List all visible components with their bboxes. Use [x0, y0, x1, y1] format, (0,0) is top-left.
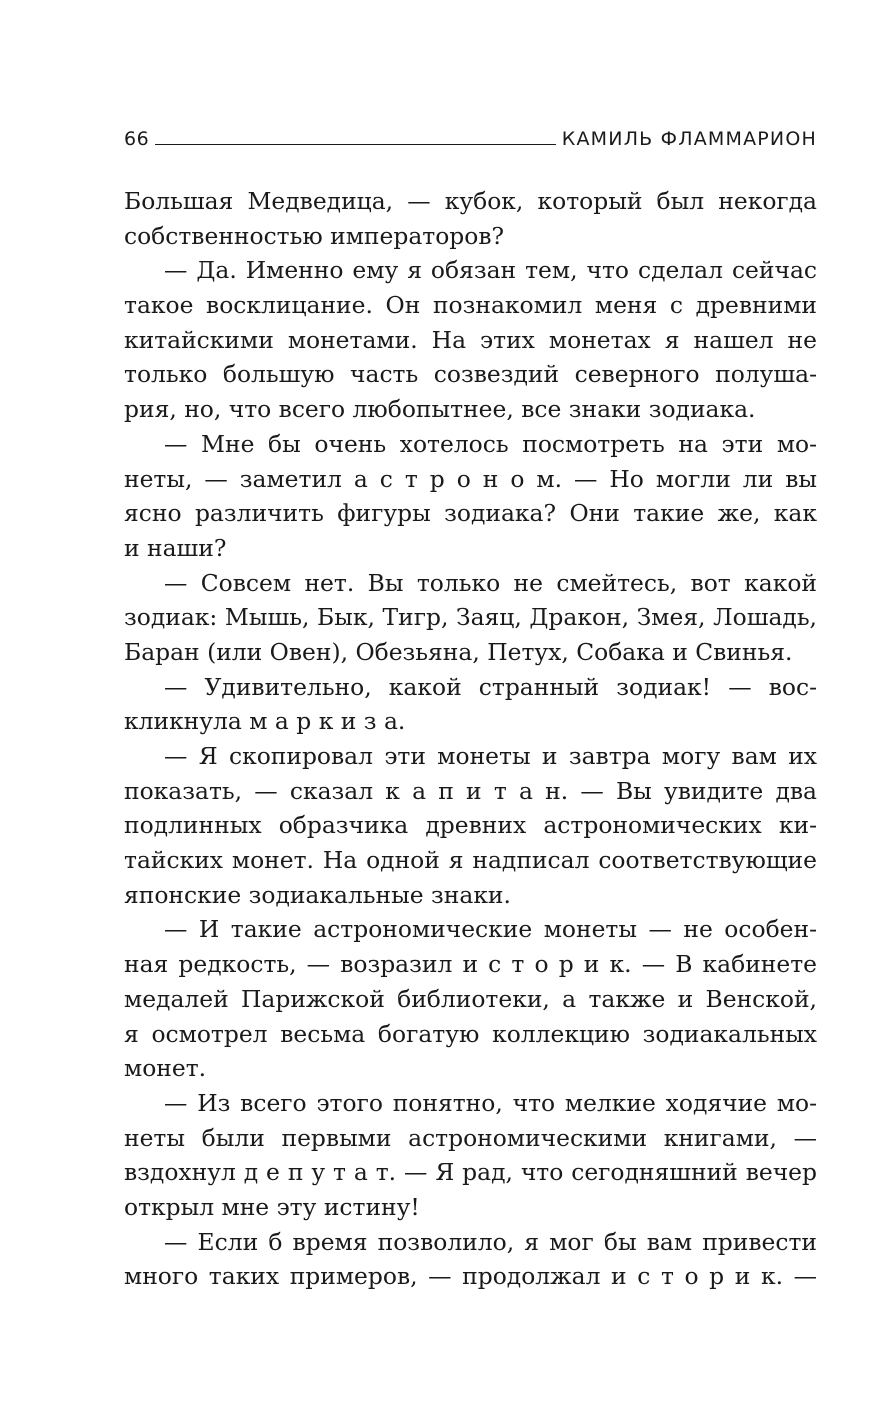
text-line: — Мне бы очень хотелось посмотреть на эти мо-: [164, 429, 817, 458]
text-line: зодиак: Мышь, Бык, Тигр, Заяц, Дракон, Змея, Лошадь,: [124, 603, 817, 632]
header-rule: [155, 144, 556, 145]
text-line: показать, — сказал к а п и т а н. — Вы увидите два: [124, 776, 817, 805]
text-line: только большую часть созвездий северного полуша-: [124, 360, 817, 389]
text-line: Большая Медведица, — кубок, который был некогда: [124, 187, 817, 215]
text-line: открыл мне эту истину!: [124, 1192, 420, 1221]
text-line: — Если б время позволило, я мог бы вам привести: [164, 1227, 817, 1256]
text-line: кликнула м а р к и з а.: [124, 707, 406, 736]
book-page: [124, 120, 817, 1294]
running-head-author: КАМИЛЬ ФЛАММАРИОН: [561, 128, 817, 150]
text-line: подлинных образчика древних астрономических ки-: [124, 811, 817, 840]
text-line: неты, — заметил а с т р о н о м. — Но могли ли вы: [124, 464, 817, 493]
text-line: такое восклицание. Он познакомил меня с древними: [124, 291, 817, 320]
text-line: Баран (или Овен), Обезьяна, Петух, Собака и Свинья.: [124, 637, 793, 666]
text-line: — Я скопировал эти монеты и завтра могу вам их: [164, 742, 817, 770]
text-line: рия, но, что всего любопытнее, все знаки зодиака.: [124, 395, 756, 424]
text-line: неты были первыми астрономическими книгами, —: [124, 1123, 817, 1152]
text-line: — Совсем нет. Вы только не смейтесь, вот какой: [164, 568, 817, 597]
text-line: тайских монет. На одной я надписал соответствующие: [124, 846, 817, 875]
text-line: китайскими монетами. На этих монетах я нашел не: [124, 325, 817, 354]
text-line: вздохнул д е п у т а т. — Я рад, что сегодняшний вечер: [124, 1158, 817, 1187]
text-line: ная редкость, — возразил и с т о р и к. — В кабинете: [124, 950, 817, 979]
text-line: — Да. Именно ему я обязан тем, что сделал сейчас: [164, 256, 817, 285]
text-line: много таких примеров, — продолжал и с т о р и к. —: [124, 1262, 817, 1291]
text-line: японские зодиакальные знаки.: [124, 880, 511, 909]
text-line: и наши?: [124, 533, 227, 562]
text-line: медалей Парижской библиотеки, а также и Венской,: [124, 984, 817, 1013]
text-line: ясно различить фигуры зодиака? Они такие же, как: [124, 499, 817, 528]
running-header: [124, 120, 817, 150]
text-line: собственностью императоров?: [124, 221, 505, 250]
text-line: монет.: [124, 1054, 207, 1083]
text-line: — Удивительно, какой странный зодиак! — вос-: [164, 672, 817, 701]
text-line: — Из всего этого понятно, что мелкие ходячие мо-: [164, 1088, 817, 1117]
body-text: [124, 184, 817, 1294]
text-line: — И такие астрономические монеты — не особен-: [164, 915, 817, 944]
text-line: я осмотрел весьма богатую коллекцию зодиакальных: [124, 1019, 817, 1048]
page-number: 66: [124, 128, 150, 150]
